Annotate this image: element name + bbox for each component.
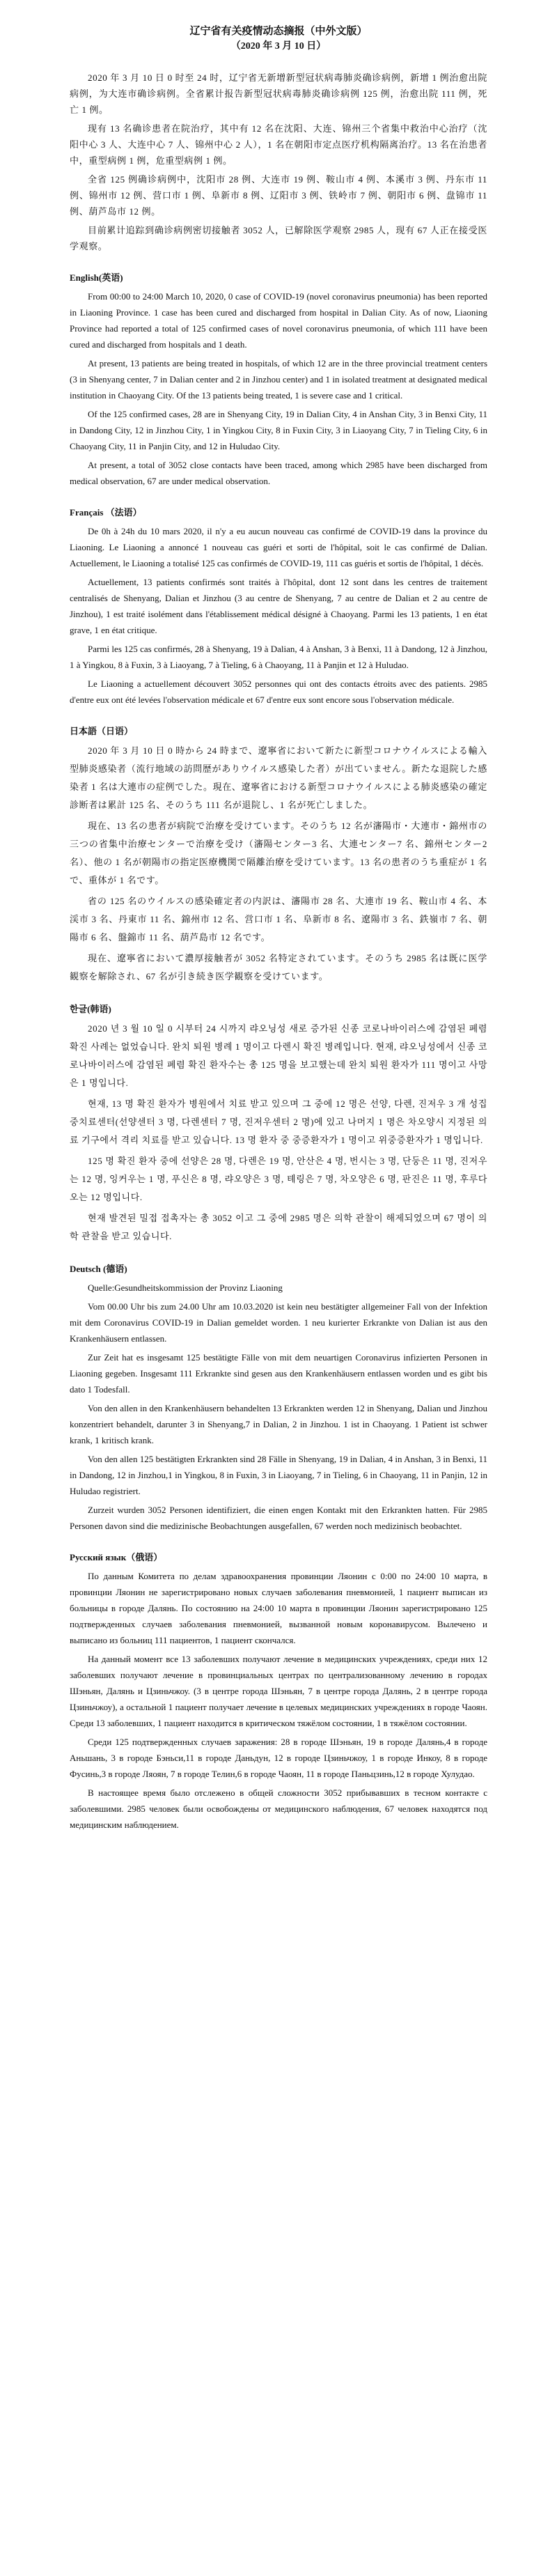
chinese-paragraph: 目前累计追踪到确诊病例密切接触者 3052 人，已解除医学观察 2985 人，现有 67 人正在接受医学观察。 [70,225,487,251]
german-heading: Deutsch (德语) [70,1264,127,1274]
french-heading: Français （法语） [70,507,142,518]
chinese-paragraph: 2020 年 3 月 10 日 0 时至 24 时，辽宁省无新增新型冠状病毒肺炎确诊病例，新增 1 例治愈出院病例，为大连市确诊病例。全省累计报告新型冠状病毒肺炎确诊病例 125 例，治愈出院 111 例，死亡 1 例。 [70,72,487,115]
japanese-paragraph: 現在、遼寧省において濃厚接触者が 3052 名特定されています。そのうち 2985 名は既に医学観察を解除され、67 名が引き続き医学観察を受けています。 [70,953,487,981]
japanese-paragraph: 現在、13 名の患者が病院で治療を受けています。そのうち 12 名が瀋陽市・大連市・錦州市の三つの省集中治療センターで治療を受け（瀋陽センター3 名、大連センター7 名、錦州センター2 名）、他の 1 名が朝陽市の指定医療機関で隔離治療を受けています。13 名の患者のうち重症が 1 名で、重体が 1 名です。 [70,821,487,885]
chinese-paragraph: 现有 13 名确诊患者在院治疗，其中有 12 名在沈阳、大连、锦州三个省集中救治中心治疗（沈阳中心 3 人、大连中心 7 人、锦州中心 2 人），1 名在朝阳市定点医疗机构隔离治疗。13 名在治患者中，重型病例 1 例，危重型病例 1 例。 [70,123,487,166]
german-section [70,1261,487,1534]
english-heading: English(英语) [70,272,123,283]
russian-section [70,1549,487,1833]
french-paragraph: De 0h à 24h du 10 mars 2020, il n'y a eu aucun nouveau cas confirmé de COVID-19 dans la province du Liaoning. Le Liaoning a annoncé 1 nouveau cas guéri et sorti de l'hôpital, soit le cas confirmé de Dalian. Actuellement, le Liaoning a totalisé 125 cas confirmés de COVID-19, 111 cas guéris et sortis de l'hôpital, 1 décès. [70,526,487,568]
korean-section [70,1001,487,1246]
russian-paragraph: На данный момент все 13 заболевших получают лечение в медицинских учреждениях, среди них 12 заболевших получают лечение в провинциальных центрах по централизованному лечению в городах Шэньян, Далянь и Цзиньчжоу. (3 в центре города Шэньян, 7 в центре города Далянь, 2 в центре города Цзиньчжоу), а остальной 1 пациент получает лечение в целевых медицинских учреждениях в городе Чаоян. Среди 13 заболевших, 1 пациент находится в критическом тяжёлом состоянии, 1 в тяжёлом состоянии. [70,1654,487,1728]
english-paragraph: Of the 125 confirmed cases, 28 are in Shenyang City, 19 in Dalian City, 4 in Anshan City, 3 in Benxi City, 11 in Dandong City, 12 in Jinzhou City, 1 in Yingkou City, 8 in Fuxin City, 3 in Liaoyang City, 7 in Tieling City, 6 in Chaoyang City, 11 in Panjin City, and 12 in Huludao City. [70,409,487,451]
german-paragraph: Zur Zeit hat es insgesamt 125 bestätigte Fälle von mit dem neuartigen Coronavirus infizierten Personen in Liaoning gegeben. Insgesamt 111 Erkrankte sind gesen aus den Krankenhäusern entlassen worden und es gibt bis dato 1 Todesfall. [70,1352,487,1395]
korean-paragraph: 현재 발견된 밀접 접촉자는 총 3052 이고 그 중에 2985 명은 의학 관찰이 해제되었으며 67 명이 의학 관찰을 받고 있습니다. [70,1213,487,1241]
russian-heading: Русский язык（俄语） [70,1552,163,1562]
korean-paragraph: 현재, 13 명 확진 환자가 병원에서 치료 받고 있으며 그 중에 12 명은 선양, 다렌, 진저우 3 개 성집중치료센터(선양센터 3 명, 다렌센터 7 명, 진저우센터 2 명)에 있고 나머지 1 명은 차오양시 지정된 의료 기구에서 격리 치료를 받고 있습니다. 13 명 환자 중 중증환자가 1 명이고 위중증환자가 1 명입니다. [70,1099,487,1145]
french-paragraph: Parmi les 125 cas confirmés, 28 à Shenyang, 19 à Dalian, 4 à Anshan, 3 à Benxi, 11 à Dandong, 12 à Jinzhou, 1 à Yingkou, 8 à Fuxin, 3 à Liaoyang, 7 à Tieling, 6 à Chaoyang, 11 à Panjin et 12 à Huludao. [70,644,487,670]
korean-paragraph: 125 명 확진 환자 중에 선양은 28 명, 다렌은 19 명, 안산은 4 명, 번시는 3 명, 단둥은 11 명, 진저우는 12 명, 잉커우는 1 명, 푸신은 8 명, 랴오양은 3 명, 톄링은 7 명, 차오양은 6 명, 판진은 11 명, 후루다오는 12 명입니다. [70,1156,487,1202]
report-title: 辽宁省有关疫情动态摘报（中外文版） [189,26,368,37]
korean-heading: 한글(韩语) [70,1004,111,1014]
korean-paragraph: 2020 년 3 월 10 일 0 시부터 24 시까지 랴오닝성 새로 증가된 신종 코로나바이러스에 감염된 폐렴 확진 사례는 없었습니다. 완치 퇴원 병례 1 명이고 다렌시 확진 병례입니다. 현재, 랴오닝성에서 신종 코로나바이러스에 감염된 폐렴 확진 환자수는 총 125 명을 보고했는데 완치 퇴원 환자가 111 명이고 사망은 1 명입니다. [70,1023,487,1088]
report-date: （2020 年 3 月 10 日） [230,41,327,52]
german-paragraph: Von den allen 125 bestätigten Erkrankten sind 28 Fälle in Shenyang, 19 in Dalian, 4 in Anshan, 3 in Benxi, 11 in Dandong, 12 in Jinzhou,1 in Yingkou, 8 in Fuxin, 3 in Liaoyang, 7 in Tieling, 6 in Chaoyang, 11 in Panjin, 12 in Huludao registriert. [70,1454,487,1496]
japanese-paragraph: 省の 125 名のウイルスの感染確定者の内訳は、瀋陽市 28 名、大連市 19 名、鞍山市 4 名、本渓市 3 名、丹東市 11 名、錦州市 12 名、営口市 1 名、阜新市 8 名、遼陽市 3 名、鉄嶺市 7 名、朝陽市 6 名、盤錦市 11 名、葫芦島市 12 名です。 [70,896,487,942]
english-section [70,270,487,489]
german-paragraph: Von den allen in den Krankenhäusern behandelten 13 Erkrankten werden 12 in Shenyang, Dalian und Jinzhou konzentriert behandelt, darunter 3 in Shenyang,7 in Dalian, 2 in Jinzhou. 1 ist in Chaoyang. 1 Patient ist schwer krank, 1 kritisch krank. [70,1403,487,1445]
french-section [70,504,487,708]
english-paragraph: At present, 13 patients are being treated in hospitals, of which 12 are in the three provincial treatment centers (3 in Shenyang center, 7 in Dalian center and 2 in Jinzhou center) and 1 in isolated treatment at designated medical institution in Chaoyang City. Of the 13 patients being treated, 1 is severe case and 1 critical. [70,358,487,401]
japanese-paragraph: 2020 年 3 月 10 日 0 時から 24 時まで、遼寧省において新たに新型コロナウイルスによる輸入型肺炎感染者（流行地域の訪問歴がありウイルス感染した者）が出ていません。新たな退院した感染者 1 名は大連市の症例でした。現在、遼寧省における新型コロナウイルスによる肺炎感染の確定診断者は累計 125 名、そのうち 111 名が退院し、1 名が死亡しました。 [70,745,487,810]
german-paragraph: Zurzeit wurden 3052 Personen identifiziert, die einen engen Kontakt mit den Erkrankten hatten. Für 2985 Personen davon sind die medizinische Beobachtungen ausgefallen, 67 werden noch medizinisch beobachtet. [70,1505,487,1531]
russian-paragraph: По данным Комитета по делам здравоохранения провинции Ляонин с 0:00 по 24:00 10 марта, в провинции Ляонин не зарегистрировано новых случаев заболевания пневмонией, 1 пациент выписан из больницы в городе Далянь. По состоянию на 24:00 10 марта в провинции Ляонин зарегистрировано 125 подтвержденных случаев заболевания пневмонией, вызванной новым коронавирусом. Вылечено и выписано из больниц 111 пациентов, 1 пациент скончался. [70,1571,487,1645]
english-paragraph: At present, a total of 3052 close contacts have been traced, among which 2985 have been discharged from medical observation, 67 are under medical observation. [70,460,487,486]
russian-paragraph: Среди 125 подтвержденных случаев заражения: 28 в городе Шэньян, 19 в городе Далянь,4 в городе Аньшань, 3 в городе Бэньси,11 в городе Даньдун, 12 в городе Цзиньчжоу, 1 в городе Инкоу, 8 в городе Фусинь,3 в городе Ляоян, 7 в городе Телин,6 в городе Чаоян, 11 в городе Паньцзинь,12 в городе Хулудао. [70,1737,487,1779]
japanese-heading: 日本語（日语） [70,726,134,736]
english-paragraph: From 00:00 to 24:00 March 10, 2020, 0 case of COVID-19 (novel coronavirus pneumonia) has been reported in Liaoning Province. 1 case has been cured and discharged from hospital in Dalian City. As of now, Liaoning Province had reported a total of 125 confirmed cases of novel coronavirus pneumonia, of which 111 have been cured and discharged from hospitals and 1 death. [70,291,487,350]
german-paragraph: Vom 00.00 Uhr bis zum 24.00 Uhr am 10.03.2020 ist kein neu bestätigter allgemeiner Fall von der Infektion mit dem Coronavirus COVID-19 in Dalian gemeldet worden. 1 neu kurierter Erkrankte von Dalian ist aus den Krankenhäusern entlassen. [70,1301,487,1344]
french-paragraph: Le Liaoning a actuellement découvert 3052 personnes qui ont des contacts étroits avec des patients. 2985 d'entre eux ont été levées l'observation médicale et 67 d'entre eux sont encore sous l'observation médicale. [70,678,487,705]
german-source: Quelle:Gesundheitskommission der Provinz Liaoning [88,1282,283,1293]
chinese-paragraph: 全省 125 例确诊病例中，沈阳市 28 例、大连市 19 例、鞍山市 4 例、本溪市 3 例、丹东市 11 例、锦州市 12 例、营口市 1 例、阜新市 8 例、辽阳市 3 例、铁岭市 7 例、朝阳市 6 例、盘锦市 11 例、葫芦岛市 12 例。 [70,174,487,217]
chinese-section [70,70,487,254]
russian-paragraph: В настоящее время было отслежено в общей сложности 3052 прибывавших в тесном контакте с заболевшими. 2985 человек были освобождены от медицинского наблюдения, 67 человек находятся под медицинским наблюдением. [70,1787,487,1830]
french-paragraph: Actuellement, 13 patients confirmés sont traités à l'hôpital, dont 12 sont dans les centres de traitement centralisés de Shenyang, Dalian et Jinzhou (3 au centre de Shenyang, 7 au centre de Dalian et 2 au centre de Jinzhou), 1 est traité isolément dans l'établissement médical désigné à Chaoyang. Parmi les 13 patients, 1 en état grave, 1 en état critique. [70,577,487,635]
japanese-section [70,723,487,986]
